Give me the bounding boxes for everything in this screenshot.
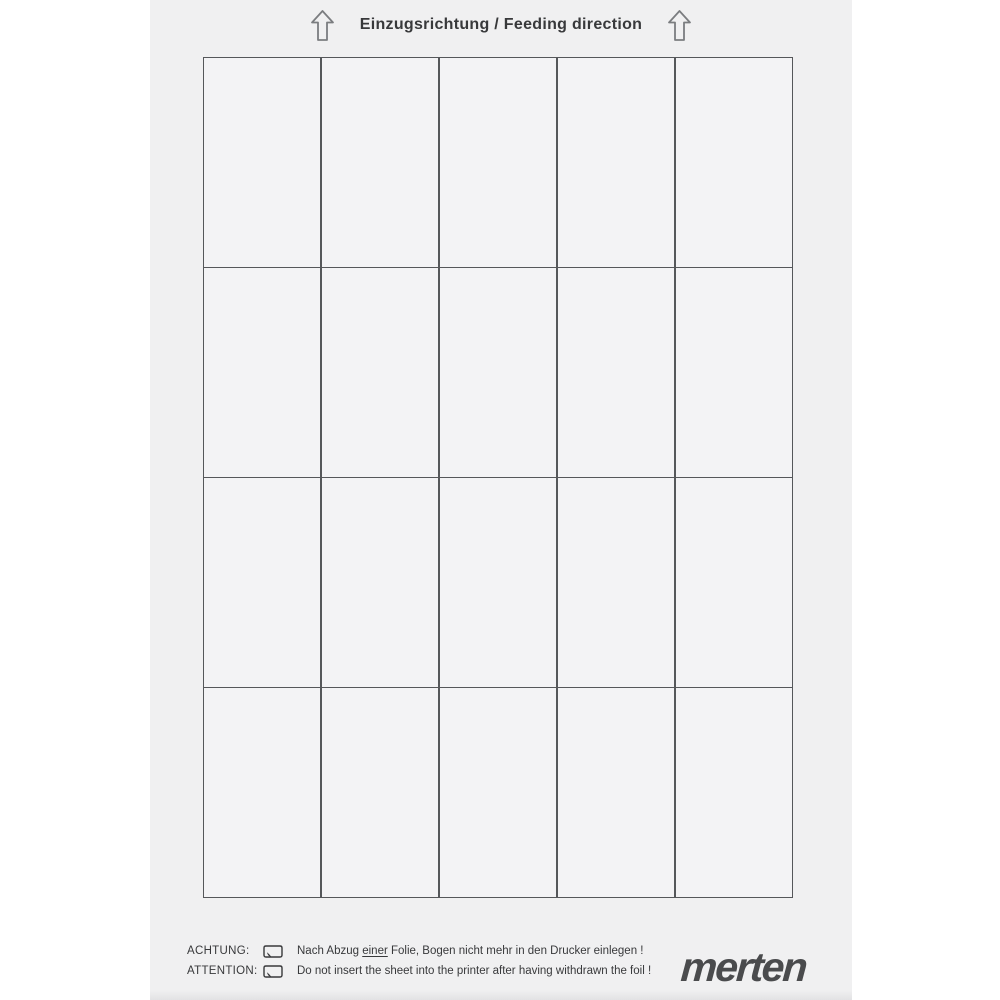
label-cell <box>440 268 556 477</box>
note-label-attention: ATTENTION: <box>187 965 258 977</box>
label-cell <box>204 58 320 267</box>
up-arrow-icon <box>667 9 692 42</box>
label-cell <box>558 58 674 267</box>
peel-foil-icon <box>261 944 297 959</box>
feeding-direction-title: Einzugsrichtung / Feeding direction <box>359 16 643 33</box>
note-text-after: Folie, Bogen nicht mehr in den Drucker einlegen ! <box>387 945 644 957</box>
label-cell <box>204 268 320 477</box>
label-cell <box>676 478 793 687</box>
label-cell <box>558 268 674 477</box>
note-text-achtung <box>297 944 651 959</box>
note-text-before: Do not insert the sheet into the printer after having withdrawn the foil ! <box>297 965 652 977</box>
label-grid <box>203 57 793 898</box>
label-cell <box>676 268 793 477</box>
label-cell <box>204 688 320 897</box>
label-cell <box>322 268 438 477</box>
note-label-achtung: ACHTUNG: <box>187 945 250 957</box>
label-cell <box>676 688 793 897</box>
label-cell <box>440 688 556 897</box>
label-cell <box>440 58 556 267</box>
label-cell <box>440 478 556 687</box>
sheet-edge-shadow <box>150 990 852 1000</box>
note-text-underlined: einer <box>362 945 388 957</box>
note-text-before: Nach Abzug <box>297 945 363 957</box>
label-cell <box>322 688 438 897</box>
label-cell <box>322 478 438 687</box>
label-cell <box>204 478 320 687</box>
footer-notes <box>187 944 651 979</box>
label-cell <box>558 478 674 687</box>
label-cell <box>322 58 438 267</box>
label-cell <box>558 688 674 897</box>
label-cell <box>676 58 793 267</box>
note-text-attention <box>297 964 651 979</box>
peel-foil-icon <box>261 964 297 979</box>
merten-logo: merten <box>679 944 808 990</box>
label-foil-sheet <box>150 0 852 1000</box>
